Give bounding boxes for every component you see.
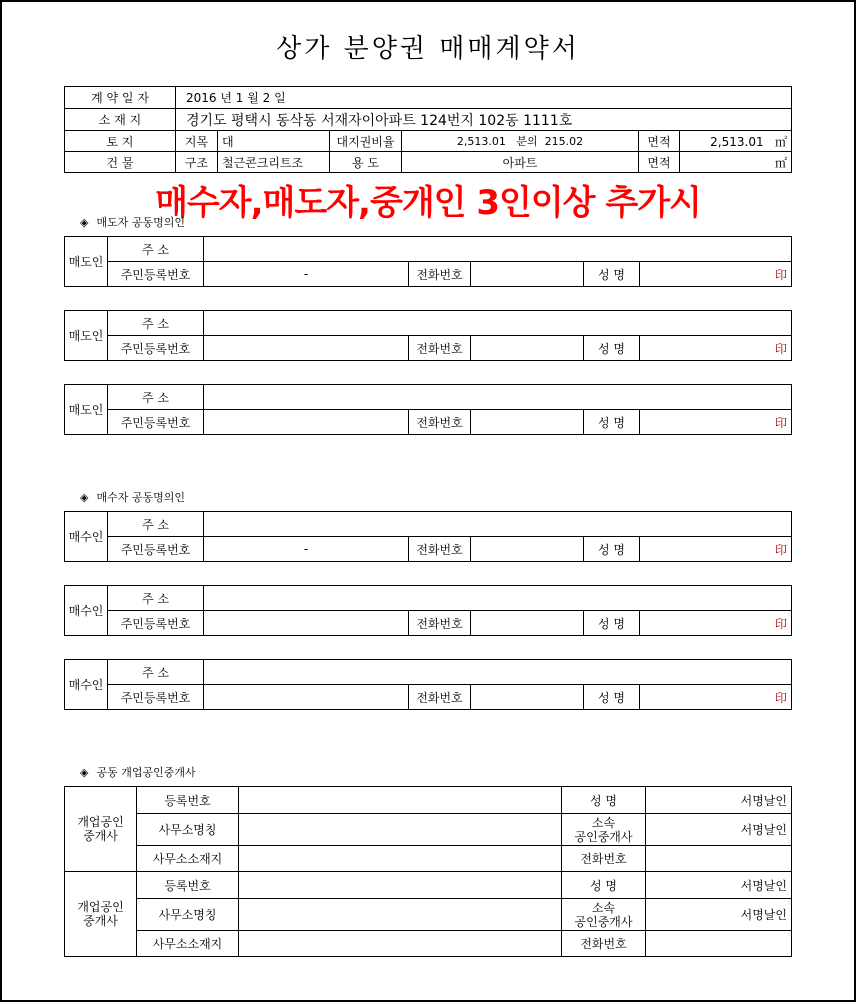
phone-label: 전화번호 (409, 410, 471, 435)
broker-phone-label: 전화번호 (562, 931, 646, 957)
buyer-block (64, 585, 792, 636)
buyer-section-header (80, 489, 185, 505)
seal-stamp[interactable]: 印 (640, 262, 792, 287)
use-value[interactable]: 아파트 (402, 152, 639, 173)
id-number-field[interactable] (204, 336, 409, 361)
address-label: 주 소 (108, 237, 204, 262)
broker-table (64, 786, 792, 957)
location-label: 소 재 지 (65, 109, 176, 131)
address-label: 주 소 (108, 385, 204, 410)
id-number-label: 주민등록번호 (108, 611, 204, 636)
broker-phone-field[interactable] (646, 931, 792, 957)
affiliated-label-line2: 공인중개사 (574, 829, 633, 844)
broker-section-title: 공동 개업공인중개사 (96, 766, 196, 779)
name-label: 성 명 (584, 685, 640, 710)
address-field[interactable] (204, 512, 792, 537)
office-address-field[interactable] (239, 846, 562, 872)
land-area-number: 2,513.01 (710, 134, 764, 149)
land-area-unit: ㎡ (775, 134, 788, 149)
contract-date-value[interactable]: 2016 년 1 월 2 일 (176, 87, 792, 109)
phone-field[interactable] (471, 611, 584, 636)
address-field[interactable] (204, 237, 792, 262)
document-title: 상가 분양권 매매계약서 (276, 34, 580, 64)
location-value[interactable]: 경기도 평택시 동삭동 서재자이아파트 124번지 102동 1111호 (176, 109, 792, 131)
diamond-bullet-icon: ◈ (80, 766, 89, 779)
structure-value[interactable]: 철근콘크리트조 (218, 152, 330, 173)
id-number-field[interactable] (204, 611, 409, 636)
phone-label: 전화번호 (409, 262, 471, 287)
buyer-section-title: 매수자 공동명의인 (96, 491, 185, 504)
seal-stamp[interactable]: 印 (640, 410, 792, 435)
id-number-field[interactable] (204, 410, 409, 435)
broker-sign-field[interactable]: 서명날인 (646, 872, 792, 899)
phone-field[interactable] (471, 537, 584, 562)
party-label: 매수인 (65, 512, 108, 562)
contract-info-table (64, 86, 792, 173)
affiliated-sign-field[interactable]: 서명날인 (646, 814, 792, 846)
affiliated-broker-label (562, 814, 646, 846)
phone-field[interactable] (471, 262, 584, 287)
building-area-value[interactable] (680, 152, 792, 172)
land-area-label: 면적 (639, 131, 680, 151)
use-label: 용 도 (330, 152, 402, 173)
party-label: 매도인 (65, 311, 108, 361)
broker-label-line2: 중개사 (83, 914, 118, 928)
phone-field[interactable] (471, 410, 584, 435)
party-label: 매수인 (65, 660, 108, 710)
building-area-label: 면적 (639, 152, 680, 172)
seller-section-header (80, 214, 185, 230)
registration-number-label: 등록번호 (137, 787, 239, 814)
affiliated-label-line1: 소속 (591, 815, 616, 830)
affiliated-label-line2: 공인중개사 (574, 914, 633, 929)
seller-block (64, 236, 792, 287)
id-number-field[interactable]: - (204, 537, 409, 562)
broker-label-line2: 중개사 (83, 829, 118, 843)
broker-sign-field[interactable]: 서명날인 (646, 787, 792, 814)
affiliated-broker-label (562, 899, 646, 931)
phone-field[interactable] (471, 685, 584, 710)
address-field[interactable] (204, 586, 792, 611)
phone-label: 전화번호 (409, 611, 471, 636)
structure-label: 구조 (176, 152, 218, 173)
building-area-cell (639, 152, 792, 173)
diamond-bullet-icon: ◈ (80, 491, 89, 504)
broker-label-line1: 개업공인 (77, 900, 124, 914)
registration-number-label: 등록번호 (137, 872, 239, 899)
broker-label (65, 787, 137, 872)
id-number-label: 주민등록번호 (108, 410, 204, 435)
buyer-block (64, 511, 792, 562)
office-name-label: 사무소명칭 (137, 899, 239, 931)
broker-label-line1: 개업공인 (77, 815, 124, 829)
office-name-field[interactable] (239, 814, 562, 846)
address-field[interactable] (204, 660, 792, 685)
broker-section-header (80, 764, 196, 780)
office-name-label: 사무소명칭 (137, 814, 239, 846)
seal-stamp[interactable]: 印 (640, 537, 792, 562)
office-address-label: 사무소소재지 (137, 846, 239, 872)
land-ratio-label: 대지권비율 (330, 131, 402, 152)
seller-block (64, 384, 792, 435)
id-number-field[interactable]: - (204, 262, 409, 287)
add-parties-banner: 매수자,매도자,중개인 3인이상 추가시 (155, 183, 701, 223)
seal-stamp[interactable]: 印 (640, 336, 792, 361)
name-label: 성 명 (584, 611, 640, 636)
seller-block (64, 310, 792, 361)
address-field[interactable] (204, 311, 792, 336)
land-category-label: 지목 (176, 131, 218, 152)
address-label: 주 소 (108, 586, 204, 611)
address-label: 주 소 (108, 660, 204, 685)
seller-section-title: 매도자 공동명의인 (96, 216, 185, 229)
registration-number-field[interactable] (239, 787, 562, 814)
broker-label (65, 872, 137, 957)
id-number-label: 주민등록번호 (108, 685, 204, 710)
broker-phone-field[interactable] (646, 846, 792, 872)
seal-stamp[interactable]: 印 (640, 685, 792, 710)
seal-stamp[interactable]: 印 (640, 611, 792, 636)
party-label: 매수인 (65, 586, 108, 636)
building-label: 건 물 (65, 152, 176, 173)
land-category-value[interactable]: 대 (218, 131, 330, 152)
broker-name-label: 성 명 (562, 787, 646, 814)
land-ratio-part: 215.02 (544, 135, 584, 148)
land-label: 토 지 (65, 131, 176, 152)
affiliated-label-line1: 소속 (591, 900, 616, 915)
land-ratio-total: 2,513.01 (456, 135, 506, 148)
broker-phone-label: 전화번호 (562, 846, 646, 872)
building-area-unit: ㎡ (775, 155, 788, 170)
id-number-label: 주민등록번호 (108, 262, 204, 287)
name-label: 성 명 (584, 410, 640, 435)
office-address-field[interactable] (239, 931, 562, 957)
phone-field[interactable] (471, 336, 584, 361)
id-number-label: 주민등록번호 (108, 336, 204, 361)
name-label: 성 명 (584, 537, 640, 562)
land-ratio-value[interactable] (402, 131, 639, 152)
phone-label: 전화번호 (409, 685, 471, 710)
buyer-block (64, 659, 792, 710)
phone-label: 전화번호 (409, 336, 471, 361)
id-number-label: 주민등록번호 (108, 537, 204, 562)
name-label: 성 명 (584, 336, 640, 361)
address-label: 주 소 (108, 311, 204, 336)
office-name-field[interactable] (239, 899, 562, 931)
id-number-field[interactable] (204, 685, 409, 710)
phone-label: 전화번호 (409, 537, 471, 562)
party-label: 매도인 (65, 237, 108, 287)
land-ratio-of: 분의 (516, 135, 538, 148)
affiliated-sign-field[interactable]: 서명날인 (646, 899, 792, 931)
diamond-bullet-icon: ◈ (80, 216, 89, 229)
office-address-label: 사무소소재지 (137, 931, 239, 957)
contract-date-label: 계 약 일 자 (65, 87, 176, 109)
address-label: 주 소 (108, 512, 204, 537)
registration-number-field[interactable] (239, 872, 562, 899)
party-label: 매도인 (65, 385, 108, 435)
land-area-cell (639, 131, 792, 152)
address-field[interactable] (204, 385, 792, 410)
name-label: 성 명 (584, 262, 640, 287)
broker-name-label: 성 명 (562, 872, 646, 899)
land-area-value[interactable] (680, 131, 792, 151)
